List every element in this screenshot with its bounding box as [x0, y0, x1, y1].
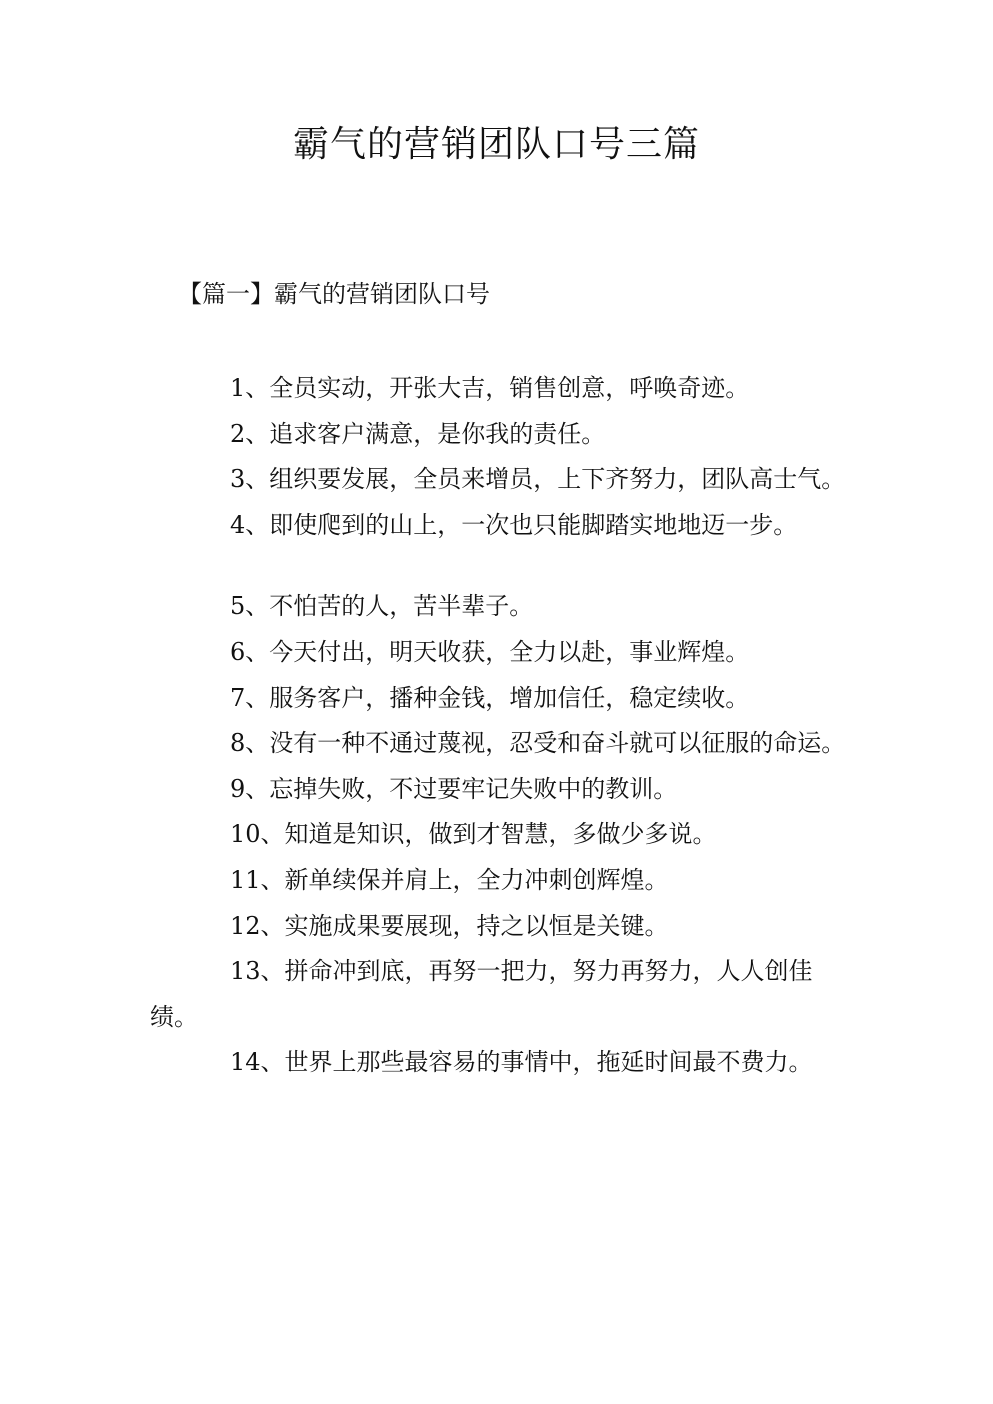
list-item: 9、忘掉失败，不过要牢记失败中的教训。 [230, 774, 678, 803]
list-item: 5、不怕苦的人，苦半辈子。 [230, 592, 534, 621]
page-title: 霸气的营销团队口号三篇 [292, 124, 700, 165]
list-item: 12、实施成果要展现，持之以恒是关键。 [230, 911, 669, 940]
list-item: 7、服务客户，播种金钱，增加信任，稳定续收。 [230, 683, 750, 712]
list-item: 8、没有一种不通过蔑视，忍受和奋斗就可以征服的命运。 [230, 729, 846, 758]
section-heading: 【篇一】霸气的营销团队口号 [178, 280, 490, 308]
list-item: 10、知道是知识，做到才智慧，多做少多说。 [230, 820, 717, 849]
slogan-list [150, 366, 850, 1086]
list-item: 14、世界上那些最容易的事情中，拖延时间最不费力。 [230, 1048, 813, 1077]
list-item: 1、全员实动，开张大吉，销售创意，呼唤奇迹。 [230, 374, 750, 402]
list-item: 4、即使爬到的山上，一次也只能脚踏实地地迈一步。 [230, 510, 798, 539]
list-item: 11、新单续保并肩上，全力冲刺创辉煌。 [230, 865, 669, 894]
list-item: 6、今天付出，明天收获，全力以赴，事业辉煌。 [230, 637, 750, 666]
list-item: 3、组织要发展，全员来增员，上下齐努力，团队高士气。 [230, 465, 846, 494]
list-item: 2、追求客户满意，是你我的责任。 [230, 419, 606, 448]
list-item: 13、拼命冲到底，再努一把力，努力再努力，人人创佳绩。 [150, 957, 813, 1031]
